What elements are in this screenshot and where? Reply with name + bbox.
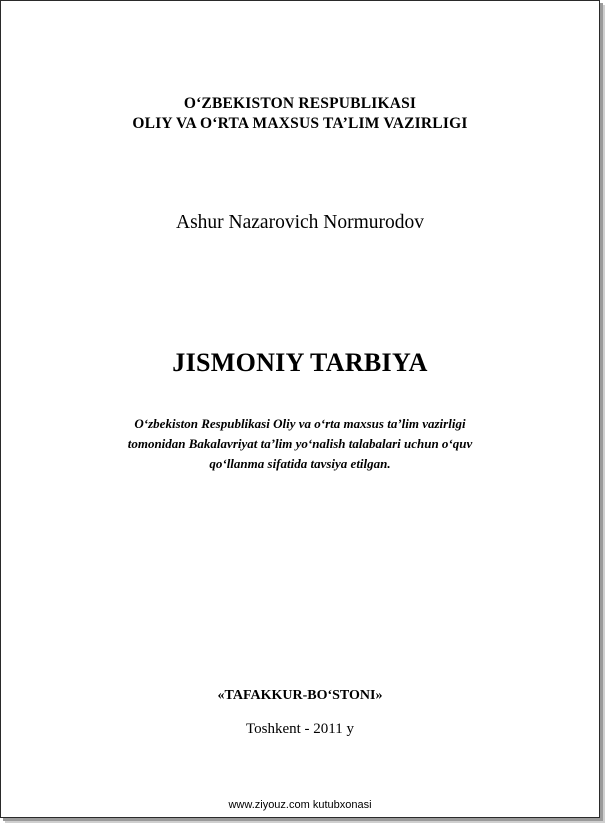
recommendation-line-1: O‘zbekiston Respublikasi Oliy va o‘rta maxsus ta’lim vazirligi: [134, 416, 466, 431]
author-name: Ashur Nazarovich Normurodov: [175, 212, 424, 233]
recommendation-line-2: tomonidan Bakalavriyat ta’lim yo‘nalish talabalari uchun o‘quv: [127, 436, 473, 451]
recommendation-text: [1, 414, 599, 474]
footer-watermark: www.ziyouz.com kutubxonasi: [228, 799, 372, 811]
book-title: JISMONIY TARBIYA: [172, 348, 428, 377]
ministry-line-2: OLIY VA O‘RTA MAXSUS TA’LIM VAZIRLIGI: [132, 115, 468, 132]
ministry-header: [1, 94, 599, 134]
publisher-name: «TAFAKKUR-BO‘STONI»: [217, 688, 383, 703]
city-year: Toshkent - 2011 y: [246, 721, 354, 737]
recommendation-line-3: qo‘llanma sifatida tavsiya etilgan.: [209, 456, 391, 471]
ministry-line-1: O‘ZBEKISTON RESPUBLIKASI: [183, 95, 417, 112]
